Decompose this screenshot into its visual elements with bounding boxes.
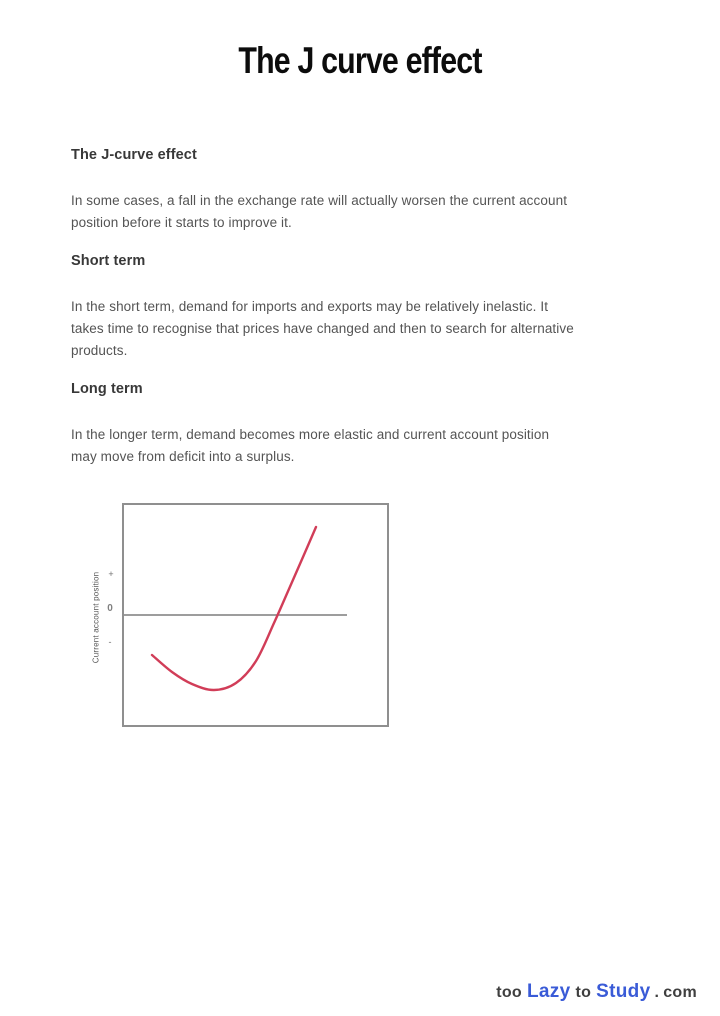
section-paragraph-jcurve: In some cases, a fall in the exchange rate will actually worsen the current account position before it starts to improve it. [71,193,568,230]
section-heading-jcurve: The J-curve effect [71,147,197,163]
section-paragraph-short-term: In the short term, demand for imports and exports may be relatively inelastic. It takes time to recognise that prices have changed and then to search for alternative products. [71,299,574,358]
jcurve-figure [85,498,395,733]
brand-part-com: com [663,984,697,1001]
brand-watermark [496,981,697,1003]
y-tick-plus: + [108,569,114,579]
y-axis-label: Current account position [91,571,101,664]
brand-part-to: to [575,984,592,1001]
jcurve-line [152,527,316,690]
chart-plot-area [122,503,389,727]
section-heading-short-term: Short term [71,253,146,269]
brand-part-too: too [496,984,522,1001]
page-title: The J curve effect [238,40,482,81]
jcurve-chart [124,505,387,725]
brand-part-dot: . [654,984,660,1001]
y-tick-zero: 0 [107,603,113,614]
brand-part-study: Study [596,981,651,1002]
section-paragraph-long-term: In the longer term, demand becomes more elastic and current account position may move from deficit into a surplus. [71,427,550,464]
document-body [71,147,576,487]
y-tick-minus: - [108,637,112,647]
brand-part-lazy: Lazy [527,981,571,1002]
section-heading-long-term: Long term [71,381,143,397]
